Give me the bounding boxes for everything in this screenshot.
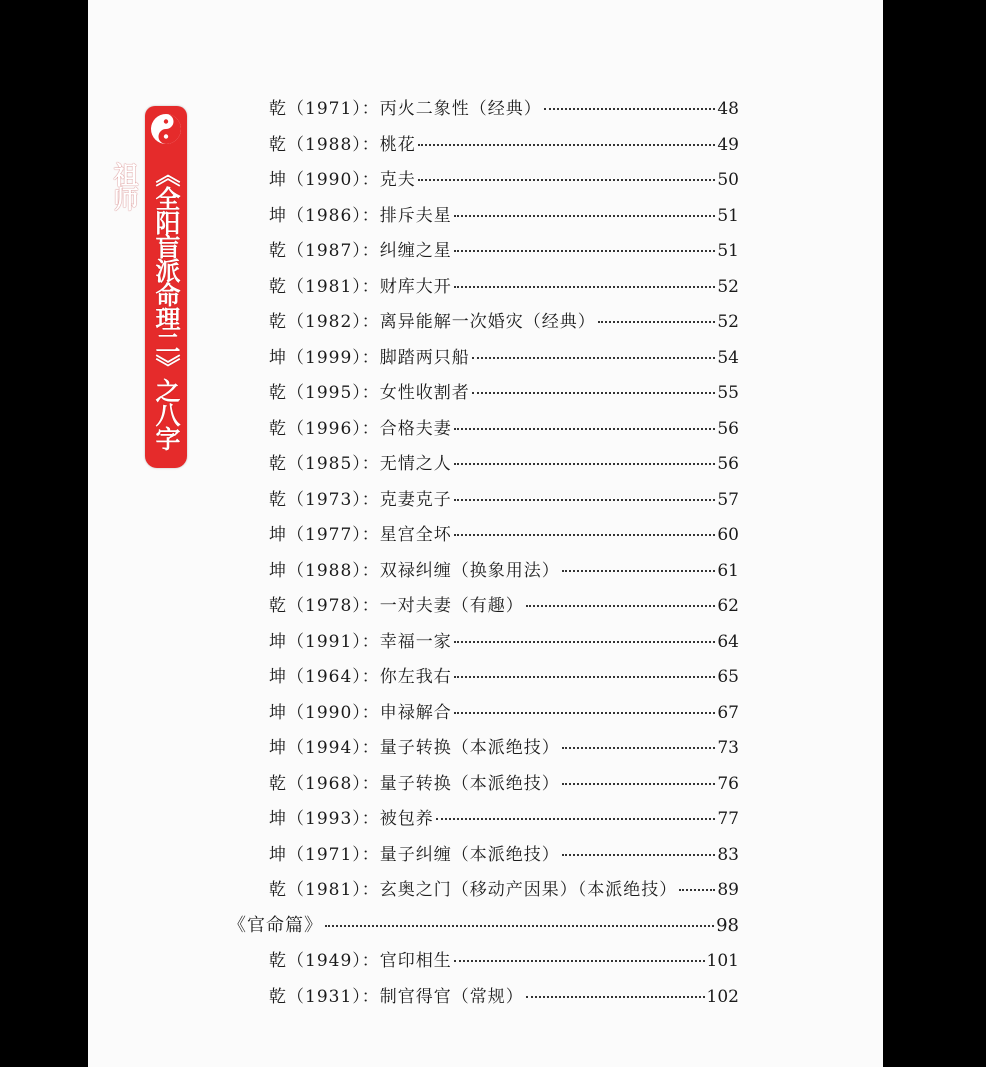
- toc-entry-title: 乾（1978）：一对夫妻（有趣）: [269, 596, 524, 616]
- toc-entry-title: 坤（1977）：星宫全坏: [269, 525, 452, 545]
- dot-leader: [598, 321, 716, 323]
- toc-entry-title: 坤（1991）：幸福一家: [269, 631, 452, 652]
- dot-leader: [454, 463, 716, 465]
- dot-leader: [454, 250, 716, 252]
- toc-entry-title: 乾（1973）：克妻克子: [269, 489, 452, 510]
- dot-leader: [325, 925, 714, 927]
- toc-entry-title: 坤（1964）：你左我右: [269, 667, 452, 687]
- toc-entry-row: [269, 627, 739, 657]
- toc-entry-row: [269, 449, 739, 479]
- toc-entry-title: 坤（1999）：脚踏两只船: [269, 347, 470, 368]
- dot-leader: [454, 712, 716, 714]
- toc-entry-row: [269, 591, 739, 621]
- dot-leader: [544, 108, 716, 110]
- toc-entry-row: [269, 94, 739, 124]
- dot-leader: [526, 996, 705, 998]
- dot-leader: [418, 144, 716, 146]
- toc-page-number: 76: [717, 773, 739, 794]
- toc-entry-row: [269, 520, 739, 550]
- toc-entry-row: [269, 272, 739, 302]
- toc-entry-title: 乾（1971）：丙火二象性（经典）: [269, 99, 542, 119]
- dot-leader: [526, 605, 716, 607]
- toc-entry-title: 乾（1985）：无情之人: [269, 454, 452, 474]
- toc-page-number: 73: [717, 738, 739, 758]
- dot-leader: [418, 179, 716, 181]
- toc-page-number: 62: [717, 596, 739, 616]
- dot-leader: [562, 854, 716, 856]
- dot-leader: [472, 357, 716, 359]
- side-tab-title: 《全阳盲派命理二》之八字祖师: [110, 162, 181, 450]
- toc-page-number: 98: [716, 914, 739, 936]
- toc-entry-row: [269, 875, 739, 905]
- dot-leader: [454, 641, 716, 643]
- dot-leader: [454, 534, 716, 536]
- dot-leader: [454, 676, 716, 678]
- toc-page-number: 56: [717, 418, 739, 439]
- toc-entry-title: 《官命篇》: [228, 914, 323, 936]
- dot-leader: [679, 889, 715, 891]
- toc-page-number: 51: [717, 241, 739, 261]
- toc-page-number: 54: [717, 347, 739, 368]
- toc-entry-title: 乾（1968）：量子转换（本派绝技）: [269, 773, 560, 794]
- toc-page-number: 61: [717, 560, 739, 581]
- toc-entry-row: [269, 556, 739, 586]
- toc-entry-title: 乾（1995）：女性收割者: [269, 383, 470, 403]
- toc-page-number: 48: [717, 99, 739, 119]
- toc-page-number: 52: [717, 276, 739, 297]
- toc-page-number: 102: [706, 986, 739, 1007]
- toc-entry-row: [269, 130, 739, 160]
- toc-entry-row: [269, 201, 739, 231]
- toc-page-number: 65: [717, 667, 739, 687]
- book-page: [88, 0, 883, 1067]
- toc-entry-row: [269, 662, 739, 692]
- toc-entry-row: [269, 307, 739, 337]
- toc-page-number: 50: [717, 170, 739, 190]
- toc-entry-title: 坤（1990）：克夫: [269, 170, 416, 190]
- toc-page-number: 55: [717, 383, 739, 403]
- dot-leader: [454, 428, 716, 430]
- toc-entry-title: 坤（1971）：量子纠缠（本派绝技）: [269, 844, 560, 865]
- dot-leader: [454, 286, 716, 288]
- toc-page-number: 77: [717, 809, 739, 829]
- toc-entry-title: 乾（1982）：离异能解一次婚灾（经典）: [269, 312, 596, 332]
- toc-entry-title: 乾（1996）：合格夫妻: [269, 418, 452, 439]
- toc-page-number: 101: [706, 951, 739, 971]
- toc-entry-title: 乾（1988）：桃花: [269, 134, 416, 155]
- dot-leader: [562, 747, 716, 749]
- toc-page-number: 57: [717, 489, 739, 510]
- toc-entry-row: [269, 236, 739, 266]
- toc-page-number: 51: [717, 205, 739, 226]
- toc-entry-row: [269, 414, 739, 444]
- toc-entry-title: 坤（1993）：被包养: [269, 809, 434, 829]
- toc-entry-row: [269, 840, 739, 870]
- dot-leader: [454, 215, 716, 217]
- toc-entry-row: [269, 769, 739, 799]
- toc-entry-row: [269, 946, 739, 976]
- toc-page-number: 67: [717, 702, 739, 723]
- side-tab: [110, 106, 187, 468]
- dot-leader: [436, 818, 716, 820]
- dot-leader: [454, 960, 705, 962]
- toc-page-number: 56: [717, 454, 739, 474]
- toc-entry-row: [269, 343, 739, 373]
- toc-entry-title: 坤（1990）：申禄解合: [269, 702, 452, 723]
- toc-entry-title: 坤（1994）：量子转换（本派绝技）: [269, 738, 560, 758]
- toc-entry-row: [269, 698, 739, 728]
- toc-entry-row: [269, 982, 739, 1012]
- toc-entry-title: 乾（1981）：玄奥之门（移动产因果）（本派绝技）: [269, 880, 678, 900]
- toc-entry-title: 乾（1931）：制官得官（常规）: [269, 986, 524, 1007]
- yin-yang-icon: [149, 112, 183, 146]
- toc-page-number: 64: [717, 631, 739, 652]
- toc-section-row: [228, 911, 739, 941]
- toc-page-number: 89: [717, 880, 739, 900]
- dot-leader: [454, 499, 716, 501]
- toc-entry-row: [269, 804, 739, 834]
- toc-entry-row: [269, 165, 739, 195]
- toc-entry-row: [269, 378, 739, 408]
- toc-entry-title: 坤（1986）：排斥夫星: [269, 205, 452, 226]
- toc-page-number: 60: [717, 525, 739, 545]
- toc-page-number: 49: [717, 134, 739, 155]
- dot-leader: [472, 392, 716, 394]
- toc-page-number: 83: [717, 844, 739, 865]
- toc-entry-title: 坤（1988）：双禄纠缠（换象用法）: [269, 560, 560, 581]
- toc-entry-row: [269, 485, 739, 515]
- toc-entry-title: 乾（1981）：财库大开: [269, 276, 452, 297]
- dot-leader: [562, 783, 716, 785]
- toc-entry-title: 乾（1949）：官印相生: [269, 951, 452, 971]
- toc-page-number: 52: [717, 312, 739, 332]
- dot-leader: [562, 570, 716, 572]
- toc-entry-title: 乾（1987）：纠缠之星: [269, 241, 452, 261]
- toc-entry-row: [269, 733, 739, 763]
